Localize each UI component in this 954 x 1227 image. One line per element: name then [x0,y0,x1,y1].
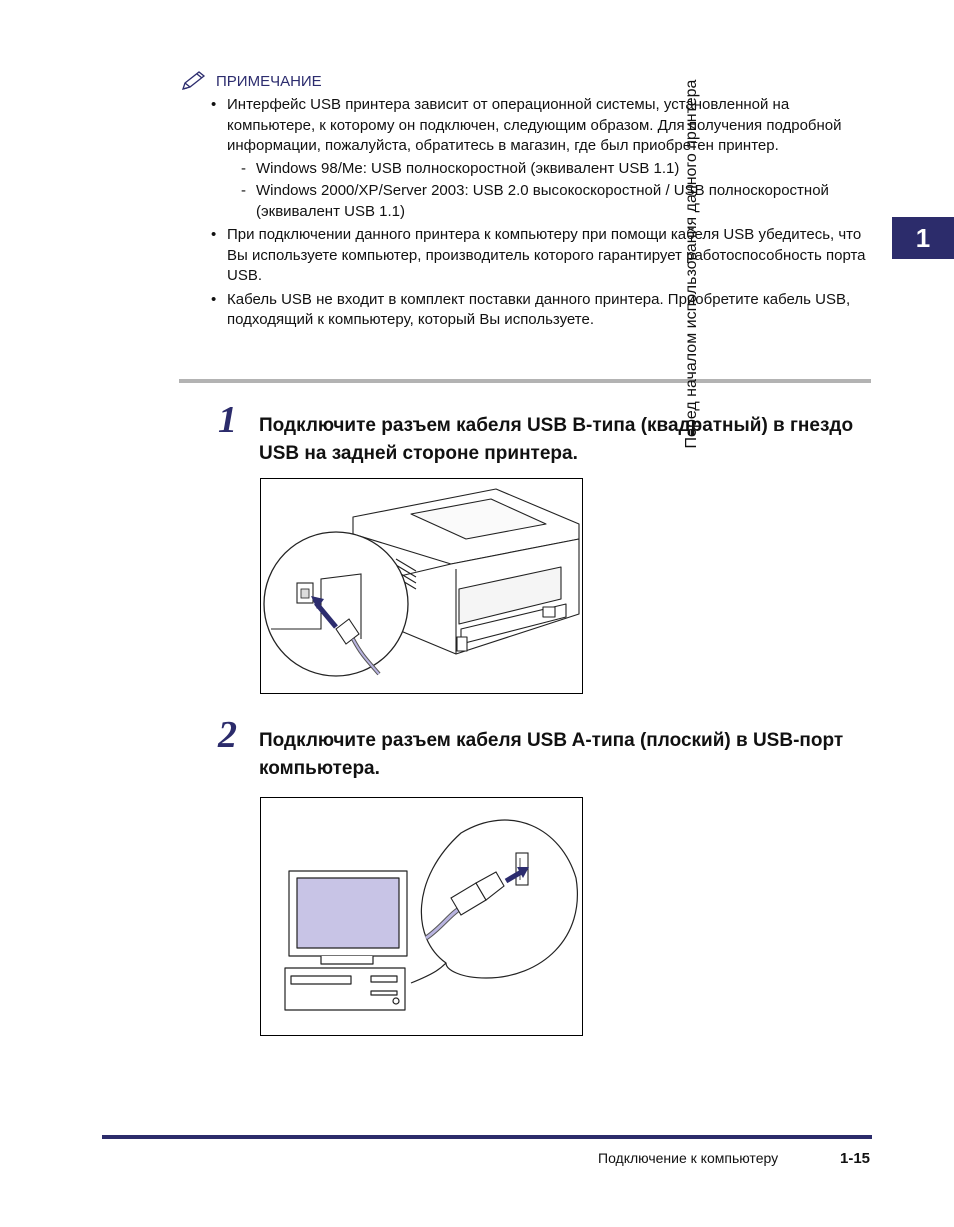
step-1-number: 1 [218,399,237,441]
bullet-text: Кабель USB не входит в комплект поставки данного принтера. Приобретите кабель USB, подходящий к компьютеру, который Вы используете. [227,290,851,328]
list-item [211,95,876,222]
list-item [211,225,876,287]
pencil-icon [180,71,208,91]
note-header [180,70,322,92]
bullet-text: При подключении данного принтера к компьютеру при помощи кабеля USB убедитесь, что Вы используете компьютер, производитель которого гарантирует работоспособность порта USB. [227,226,866,284]
note-title: ПРИМЕЧАНИЕ [216,72,322,90]
computer-usb-figure [260,797,583,1036]
page-number: 1-15 [840,1150,871,1167]
sub-item: - Windows 98/Me: USB полноскоростной (эквивалент USB 1.1) [227,159,876,180]
section-divider [179,379,871,383]
note-list [211,95,876,334]
chapter-title: Перед началом использования данного принтера [683,79,700,449]
bullet-text: Интерфейс USB принтера зависит от операционной системы, установленной на компьютере, к которому он подключен, следующим образом. Для получения подробной информации, пожалуйста, обратитесь в магазин, где был приобретен принтер. [227,96,842,154]
footer-section: Подключение к компьютеру [598,1150,779,1166]
step-1-text: Подключите разъем кабеля USB B-типа (квадратный) в гнездо USB на задней стороне принтера. [259,415,854,464]
step-2-text: Подключите разъем кабеля USB A-типа (плоский) в USB-порт компьютера. [259,730,844,779]
printer-usb-figure [260,478,583,694]
sub-item: - Windows 2000/XP/Server 2003: USB 2.0 высокоскоростной / USB полноскоростной (эквивалент USB 1.1) [227,181,876,222]
computer-illustration [261,798,582,1035]
footer-rule [102,1135,872,1139]
printer-illustration [261,479,582,693]
step-2-number: 2 [218,714,237,756]
list-item [211,290,876,331]
chapter-tab: 1 [892,217,954,259]
